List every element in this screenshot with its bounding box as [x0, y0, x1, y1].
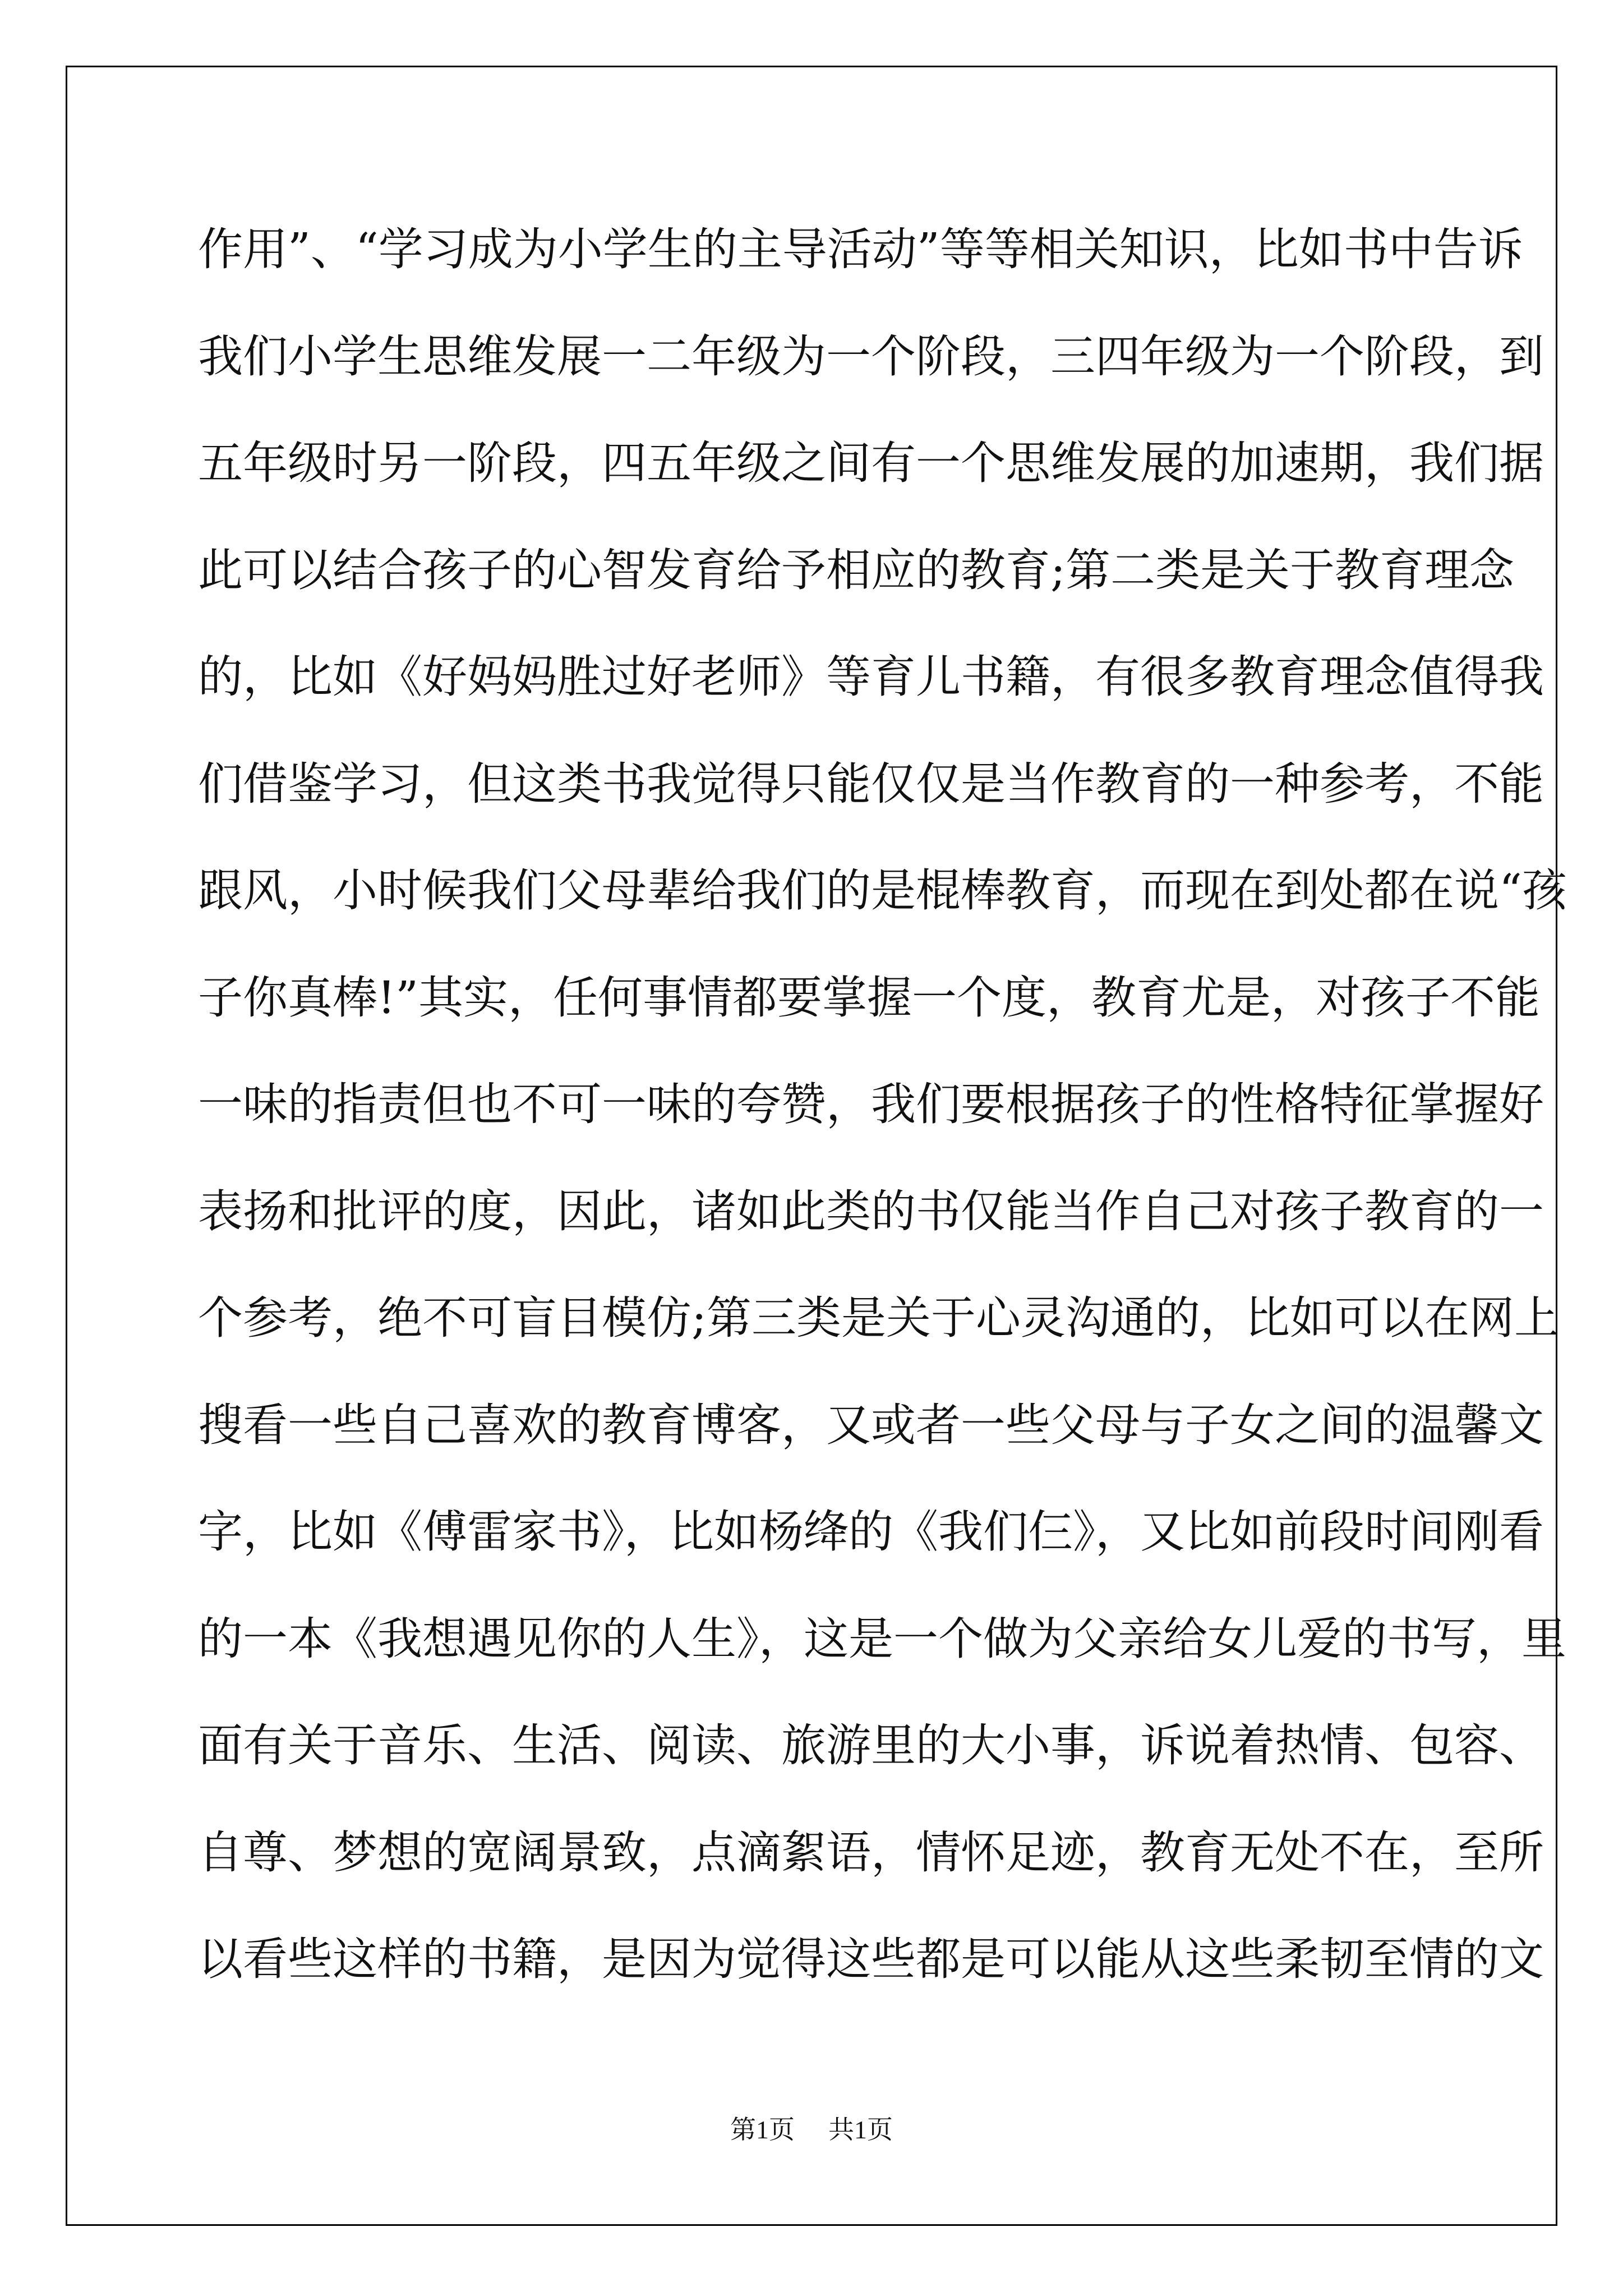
text-line: 以看些这样的书籍，是因为觉得这些都是可以能从这些柔韧至情的文: [198, 1933, 1544, 1985]
text-line: 此可以结合孩子的心智发育给予相应的教育;第二类是关于教育理念: [198, 544, 1514, 596]
text-line: 搜看一些自己喜欢的教育博客，又或者一些父母与子女之间的温馨文: [198, 1398, 1544, 1451]
text-line: 我们小学生思维发展一二年级为一个阶段，三四年级为一个阶段，到: [198, 330, 1544, 383]
text-line: 个参考，绝不可盲目模仿;第三类是关于心灵沟通的，比如可以在网上: [198, 1292, 1559, 1344]
page-number-total: 共1页: [828, 2115, 893, 2144]
text-line: 一味的指责但也不可一味的夸赞，我们要根据孩子的性格特征掌握好: [198, 1078, 1544, 1130]
page-footer: [0, 2109, 1623, 2146]
text-line: 五年级时另一阶段，四五年级之间有一个思维发展的加速期，我们据: [198, 437, 1544, 489]
text-line: 们借鉴学习，但这类书我觉得只能仅仅是当作教育的一种参考，不能: [198, 757, 1544, 810]
text-line: 面有关于音乐、生活、阅读、旅游里的大小事，诉说着热情、包容、: [198, 1719, 1544, 1772]
text-line: 的，比如《好妈妈胜过好老师》等育儿书籍，有很多教育理念值得我: [198, 651, 1544, 703]
document-body: [198, 219, 1567, 2036]
text-line: 表扬和批评的度，因此，诸如此类的书仅能当作自己对孩子教育的一: [198, 1185, 1544, 1237]
text-line: 子你真棒!”其实，任何事情都要掌握一个度，教育尤是，对孩子不能: [198, 971, 1541, 1024]
text-line: 自尊、梦想的宽阔景致，点滴絮语，情怀足迹，教育无处不在，至所: [198, 1826, 1544, 1879]
page-number-current: 第1页: [730, 2115, 795, 2144]
text-line: 字，比如《傅雷家书》，比如杨绛的《我们仨》，又比如前段时间刚看: [198, 1506, 1544, 1558]
text-line: 跟风，小时候我们父母辈给我们的是棍棒教育，而现在到处都在说“孩: [198, 864, 1567, 917]
text-line: 的一本《我想遇见你的人生》，这是一个做为父亲给女儿爱的书写，里: [198, 1612, 1566, 1665]
text-line: 作用”、“学习成为小学生的主导活动”等等相关知识，比如书中告诉: [198, 223, 1523, 275]
